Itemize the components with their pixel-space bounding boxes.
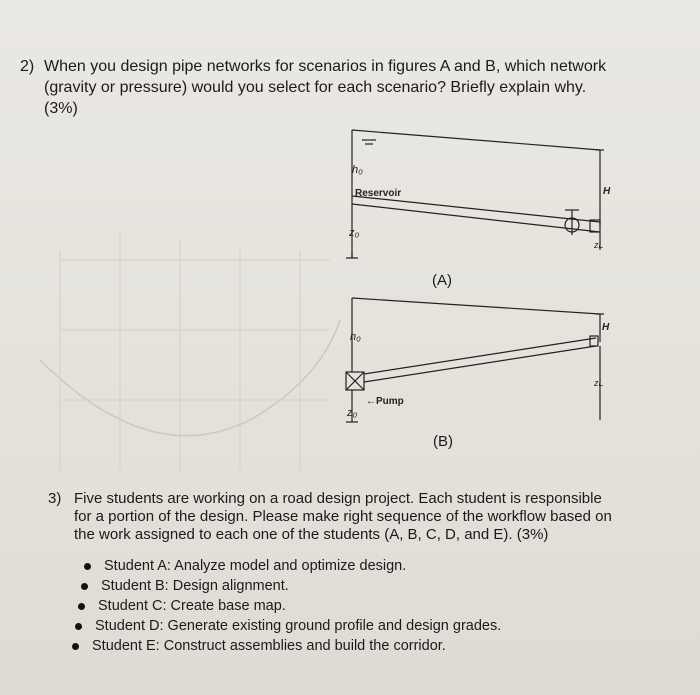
question-2-line: (gravity or pressure) would you select for each scenario? Briefly explain why.: [44, 79, 587, 96]
bullet-icon: [75, 623, 82, 630]
student-task-label: Student A: Analyze model and optimize design.: [104, 558, 407, 574]
figure-a-H-label: H: [603, 186, 611, 197]
student-task-list: [74, 556, 634, 656]
figure-b-pump-label: ←Pump: [366, 396, 404, 407]
figure-a-caption: (A): [432, 272, 452, 289]
question-3-line: for a portion of the design. Please make right sequence of the workflow based on: [74, 508, 612, 525]
list-item: [74, 616, 634, 636]
figure-a-reservoir-label: Reservoir: [355, 188, 402, 199]
question-3-line: the work assigned to each one of the students (A, B, C, D, and E). (3%): [74, 526, 549, 543]
student-task-label: Student E: Construct assemblies and build the corridor.: [92, 638, 446, 654]
question-3-line: Five students are working on a road design project. Each student is responsible: [74, 490, 602, 507]
bullet-icon: [81, 583, 88, 590]
figure-b-zl-label: zL: [594, 378, 604, 388]
student-task-label: Student C: Create base map.: [98, 598, 286, 614]
figure-b-H-label: H: [602, 322, 610, 333]
list-item: [74, 576, 634, 596]
figure-b-z0-label: z₀: [347, 407, 358, 419]
question-2-line: (3%): [44, 100, 78, 117]
question-3-number: 3): [48, 490, 62, 507]
bullet-icon: [72, 643, 79, 650]
list-item: [74, 596, 634, 616]
student-task-label: Student B: Design alignment.: [101, 578, 289, 594]
student-task-label: Student D: Generate existing ground profile and design grades.: [95, 618, 502, 634]
figure-a-h0-label: h₀: [352, 164, 363, 176]
figure-a-zl-label: zL: [594, 240, 604, 250]
figure-b-h0-label: h₀: [350, 331, 361, 343]
figure-a-z0-label: z₀: [349, 227, 360, 239]
question-2-number: 2): [20, 58, 35, 75]
bullet-icon: [84, 563, 91, 570]
bullet-icon: [78, 603, 85, 610]
question-2-line: When you design pipe networks for scenarios in figures A and B, which network: [44, 58, 607, 75]
figure-b-caption: (B): [433, 433, 453, 450]
list-item: [74, 636, 634, 656]
list-item: [74, 556, 634, 576]
